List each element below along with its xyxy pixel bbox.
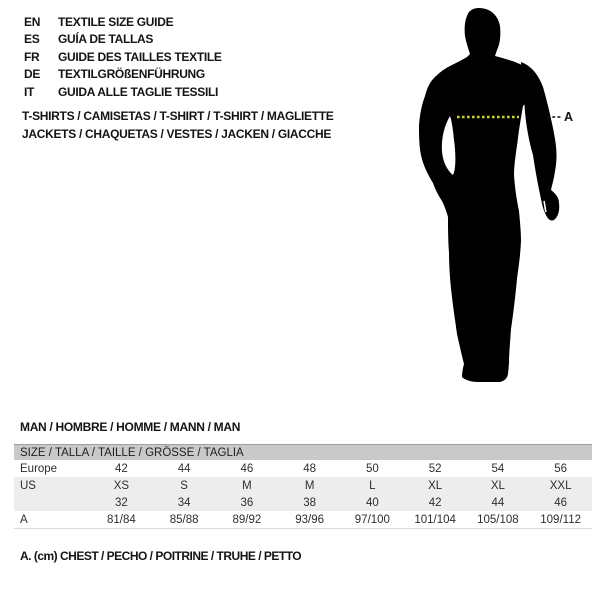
garment-categories [22,107,334,143]
language-code: EN [24,15,41,29]
language-code: IT [24,84,35,99]
size-cell: 46 [529,494,592,511]
language-code: FR [24,49,40,64]
size-cell: 48 [303,462,317,475]
size-cell: S [153,477,216,494]
table-row-us [14,477,592,494]
size-cell: 46 [240,462,254,475]
man-silhouette-figure [405,2,575,386]
size-cell: 32 [90,494,153,511]
table-row-us-numeric [14,494,592,511]
size-cell: 56 [554,462,568,475]
size-cell: 38 [278,494,341,511]
size-table [14,444,592,529]
section-title-man: MAN / HOMBRE / HOMME / MANN / MAN [20,420,241,434]
size-cell: M [216,477,279,494]
language-title: GUIDA ALLE TAGLIE TESSILI [58,84,219,99]
table-row-chest-cm [14,511,592,529]
language-row [24,14,222,31]
measurement-footnote: A. (cm) CHEST / PECHO / POITRINE / TRUHE / PETTO [20,549,302,563]
size-table-header-row [14,445,592,461]
size-cell: 42 [404,494,467,511]
size-cell: 54 [491,462,505,475]
size-cell: 105/108 [477,513,519,526]
size-cell: M [278,477,341,494]
table-row-europe [14,460,592,477]
language-row [24,31,222,48]
size-cell: 97/100 [354,513,390,526]
size-cell: XXL [529,477,592,494]
measure-label-a: A [564,110,574,124]
size-cell: 44 [467,494,530,511]
language-code: DE [24,67,41,82]
row-label [14,494,90,511]
size-cell: XS [90,477,153,494]
size-cell: 89/92 [232,513,262,526]
row-label: Europe [20,462,58,475]
size-cell: 109/112 [540,513,581,526]
language-list [24,14,222,101]
size-cell: 101/104 [414,513,456,526]
category-tshirts: T-SHIRTS / CAMISETAS / T-SHIRT / T-SHIRT / MAGLIETTE [22,109,334,123]
language-row [24,84,222,101]
language-title: TEXTILE SIZE GUIDE [58,15,174,29]
size-cell: 81/84 [106,513,136,526]
size-cell: XL [467,477,530,494]
size-cell: 36 [216,494,279,511]
size-cell: L [341,477,404,494]
row-label: A [20,513,28,526]
size-cell: 93/96 [295,513,325,526]
size-cell: 34 [153,494,216,511]
row-label: US [14,477,90,494]
language-code: ES [24,32,40,47]
size-cell: XL [404,477,467,494]
size-cell: 52 [428,462,442,475]
language-row [24,66,222,83]
size-table-header: SIZE / TALLA / TAILLE / GRÖSSE / TAGLIA [14,445,592,461]
size-cell: 42 [114,462,128,475]
language-title: TEXTILGRÖßENFÜHRUNG [58,67,205,82]
size-cell: 50 [365,462,379,475]
size-cell: 40 [341,494,404,511]
size-cell: 85/88 [169,513,199,526]
language-row [24,49,222,66]
language-title: GUIDE DES TAILLES TEXTILE [58,49,222,64]
size-cell: 44 [177,462,191,475]
man-silhouette [405,2,575,386]
language-title: GUÍA DE TALLAS [58,32,154,47]
category-jackets: JACKETS / CHAQUETAS / VESTES / JACKEN / GIACCHE [22,127,332,141]
